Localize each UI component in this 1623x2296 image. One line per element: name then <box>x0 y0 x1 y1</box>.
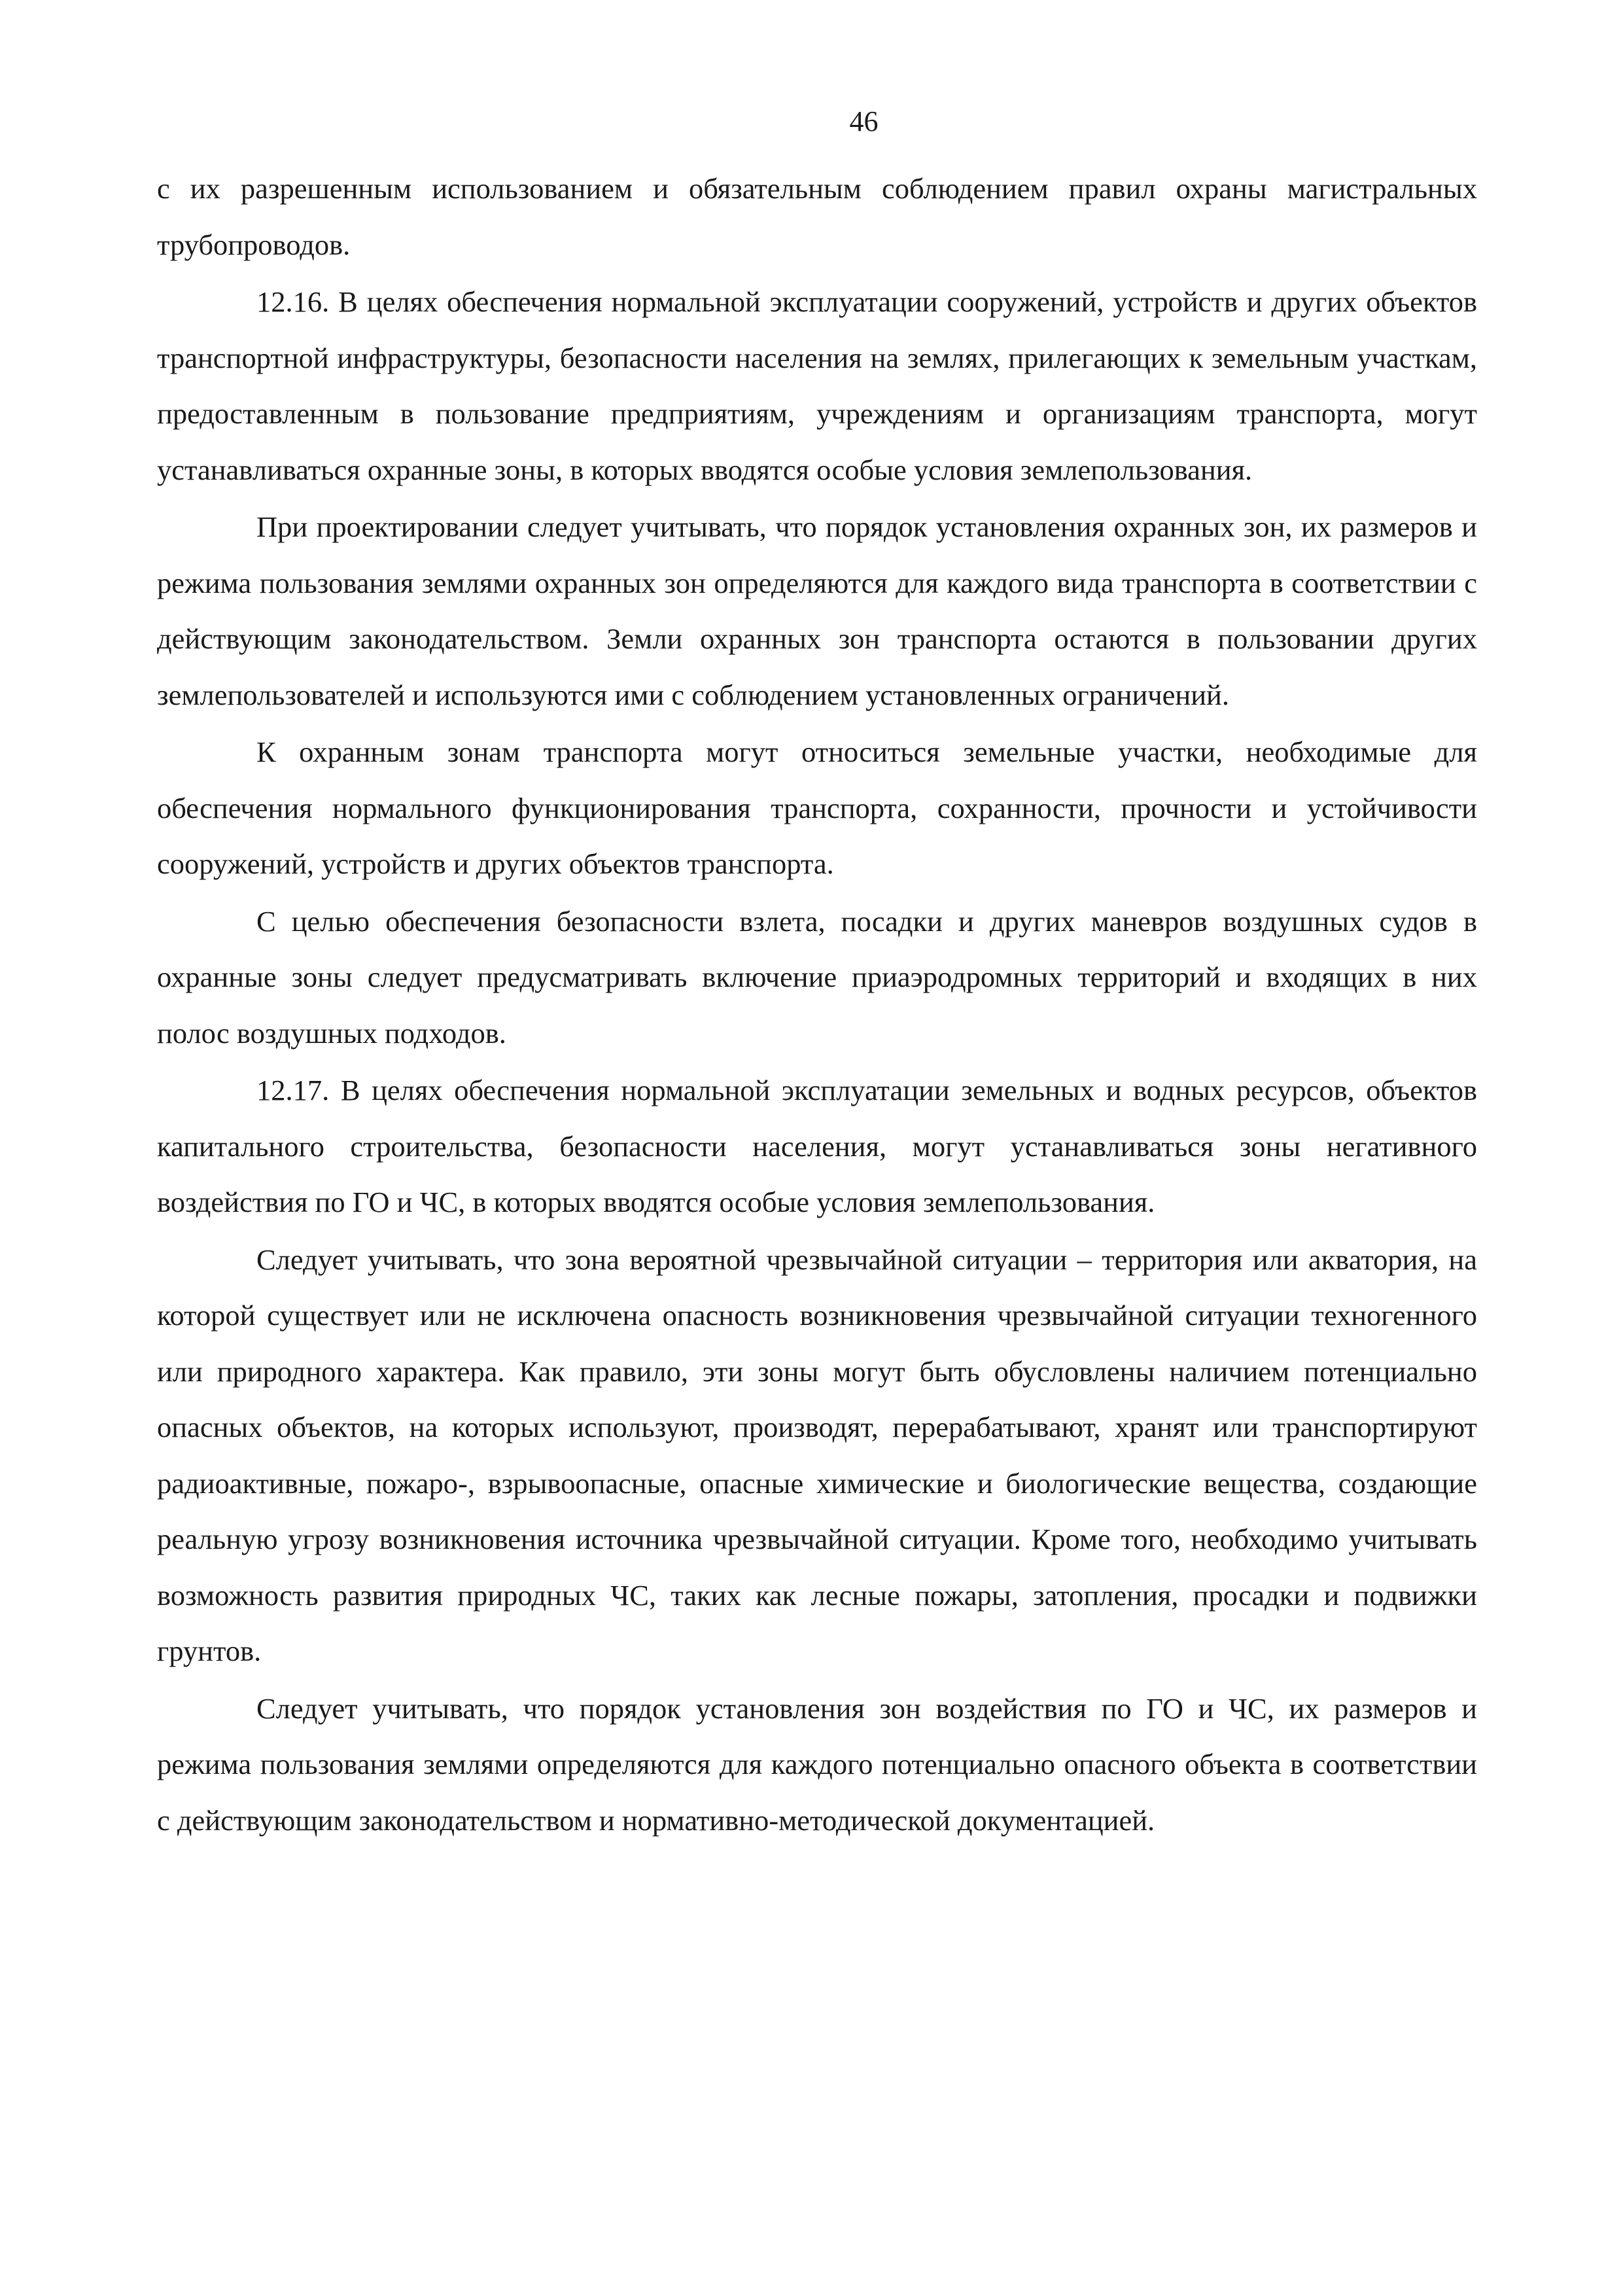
document-body <box>157 161 1477 1848</box>
paragraph-emergency-zone: Следует учитывать, что зона вероятной чрезвычайной ситуации – территория или акватория, на которой существует или не исключена опасность возникновения чрезвычайной ситуации техногенного или природного характера. Как правило, эти зоны могут быть обусловлены наличием потенциально опасных объектов, на которых используют, производят, перерабатывают, хранят или транспортируют радиоактивные, пожаро-, взрывоопасные, опасные химические и биологические вещества, создающие реальную угрозу возникновения источника чрезвычайной ситуации. Кроме того, необходимо учитывать возможность развития природных ЧС, таких как лесные пожары, затопления, просадки и подвижки грунтов. <box>157 1243 1477 1667</box>
paragraph-impact-zones-procedure: Следует учитывать, что порядок установления зон воздействия по ГО и ЧС, их размеров и режима пользования землями определяются для каждого потенциально опасного объекта в соответствии с действующим законодательством и нормативно-методической документацией. <box>157 1691 1477 1837</box>
paragraph-continuation: с их разрешенным использованием и обязательным соблюдением правил охраны магистральных трубопроводов. <box>157 172 1477 261</box>
paragraph-aircraft-safety: С целью обеспечения безопасности взлета, посадки и других маневров воздушных судов в охранные зоны следует предусматривать включение приаэродромных территорий и входящих в них полос воздушных подходов. <box>157 904 1477 1050</box>
paragraph-12-16: 12.16. В целях обеспечения нормальной эксплуатации сооружений, устройств и других объектов транспортной инфраструктуры, безопасности населения на землях, прилегающих к земельным участкам, предоставленным в пользование предприятиям, учреждениям и организациям транспорта, могут устанавливаться охранные зоны, в которых вводятся особые условия землепользования. <box>157 285 1477 486</box>
paragraph-transport-protection-zones: К охранным зонам транспорта могут относиться земельные участки, необходимые для обеспечения нормального функционирования транспорта, сохранности, прочности и устойчивости сооружений, устройств и других объектов транспорта. <box>157 735 1477 880</box>
paragraph-12-17: 12.17. В целях обеспечения нормальной эксплуатации земельных и водных ресурсов, объектов капитального строительства, безопасности населения, могут устанавливаться зоны негативного воздействия по ГО и ЧС, в которых вводятся особые условия землепользования. <box>157 1074 1477 1218</box>
paragraph-design-protection-zones: При проектировании следует учитывать, что порядок установления охранных зон, их размеров и режима пользования землями охранных зон определяются для каждого вида транспорта в соответствии с действующим законодательством. Земли охранных зон транспорта остаются в пользовании других землепользователей и используются ими с соблюдением установленных ограничений. <box>157 510 1477 711</box>
page-number: 46 <box>849 105 879 137</box>
